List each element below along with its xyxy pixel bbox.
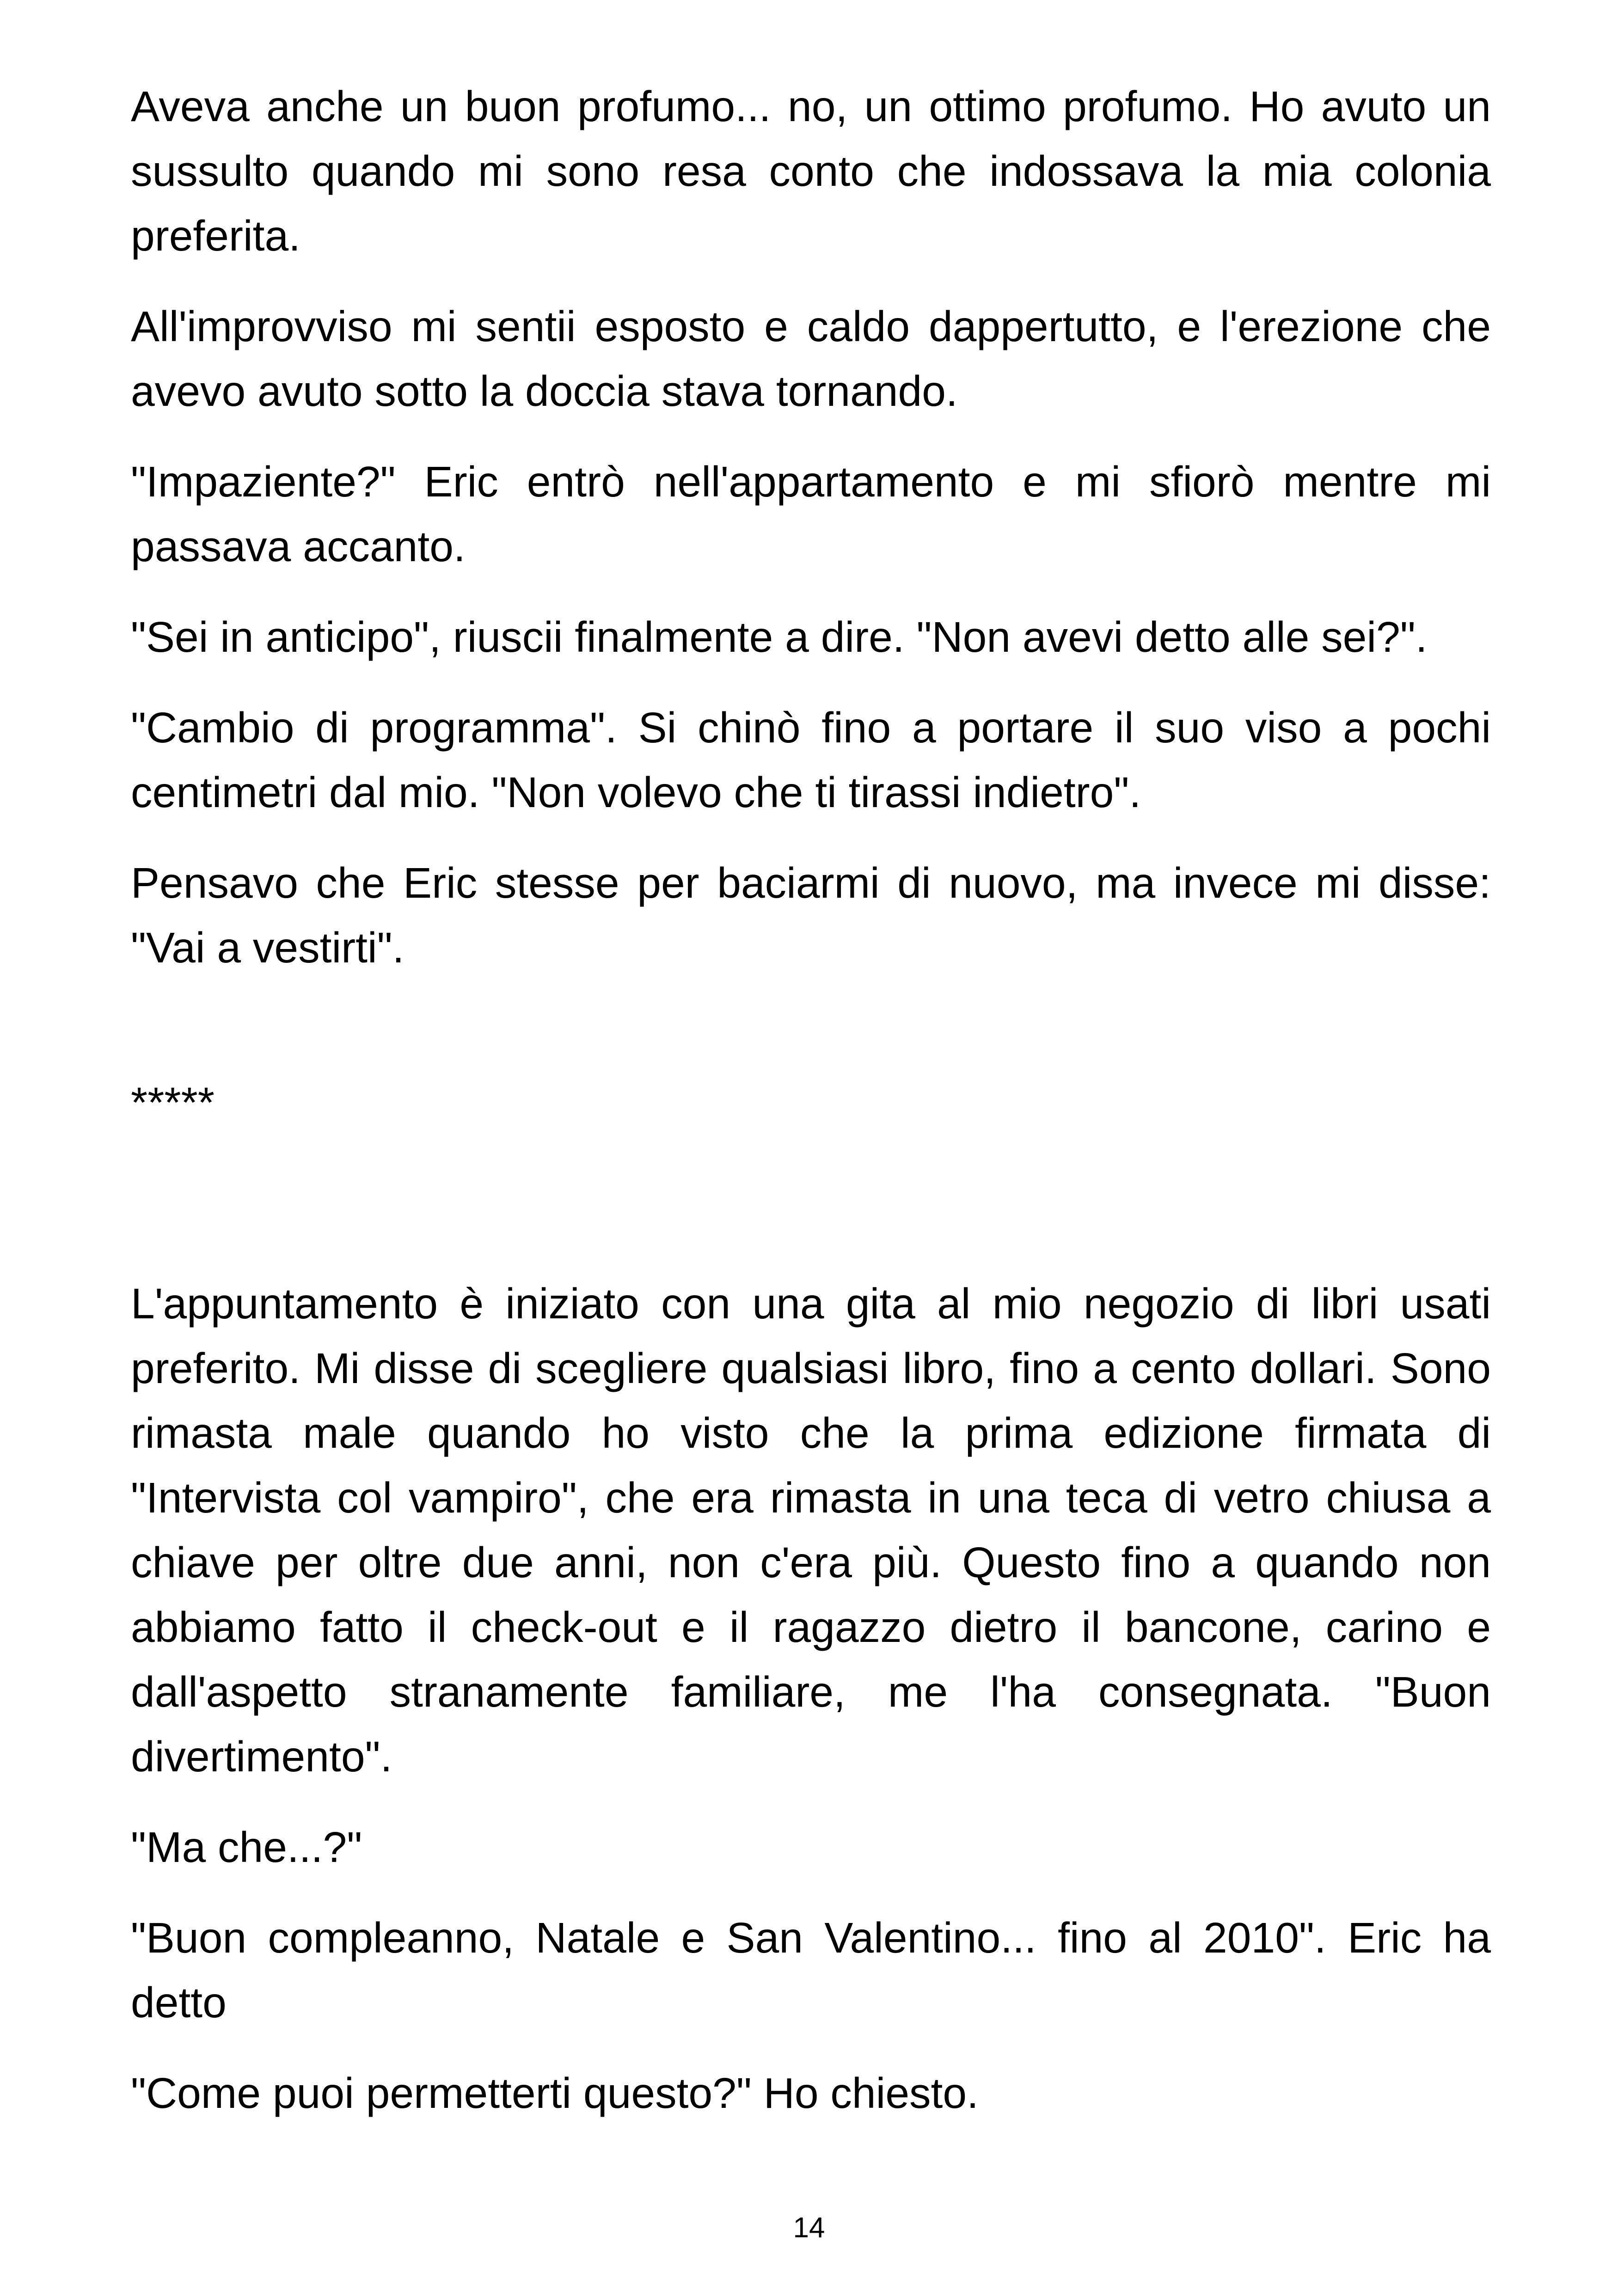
- paragraph: "Come puoi permetterti questo?" Ho chiesto.: [131, 2069, 979, 2117]
- paragraph: "Ma che...?": [131, 1823, 362, 1871]
- paragraph: "Cambio di programma". Si chinò fino a portare il suo viso a pochi centimetri dal mio. "Non volevo che ti tirassi indietro".: [131, 704, 1491, 816]
- section-separator: *****: [131, 1078, 215, 1127]
- paragraph: L'appuntamento è iniziato con una gita al mio negozio di libri usati preferito. Mi disse di scegliere qualsiasi libro, fino a cento dollari. Sono rimasta male quando ho visto che la prima edizione firmata di "Intervista col vampiro", che era rimasta in una teca di vetro chiusa a chiave per oltre due anni, non c'era più. Questo fino a quando non abbiamo fatto il check-out e il ragazzo dietro il bancone, carino e dall'aspetto stranamente familiare, me l'ha consegnata. "Buon divertimento".: [131, 1280, 1491, 1781]
- paragraph: "Buon compleanno, Natale e San Valentino... fino al 2010". Eric ha detto: [131, 1914, 1491, 2027]
- paragraph: Aveva anche un buon profumo... no, un ottimo profumo. Ho avuto un sussulto quando mi sono resa conto che indossava la mia colonia preferita.: [131, 82, 1491, 260]
- document-page: [131, 74, 1491, 2151]
- paragraph: "Impaziente?" Eric entrò nell'appartamento e mi sfiorò mentre mi passava accanto.: [131, 458, 1491, 570]
- paragraph: "Sei in anticipo", riuscii finalmente a dire. "Non avevi detto alle sei?".: [131, 613, 1428, 661]
- page-number: 14: [793, 2212, 825, 2244]
- paragraph: All'improvviso mi sentii esposto e caldo dappertutto, e l'erezione che avevo avuto sotto la doccia stava tornando.: [131, 302, 1491, 415]
- paragraph: Pensavo che Eric stesse per baciarmi di nuovo, ma invece mi disse: "Vai a vestirti".: [131, 859, 1491, 972]
